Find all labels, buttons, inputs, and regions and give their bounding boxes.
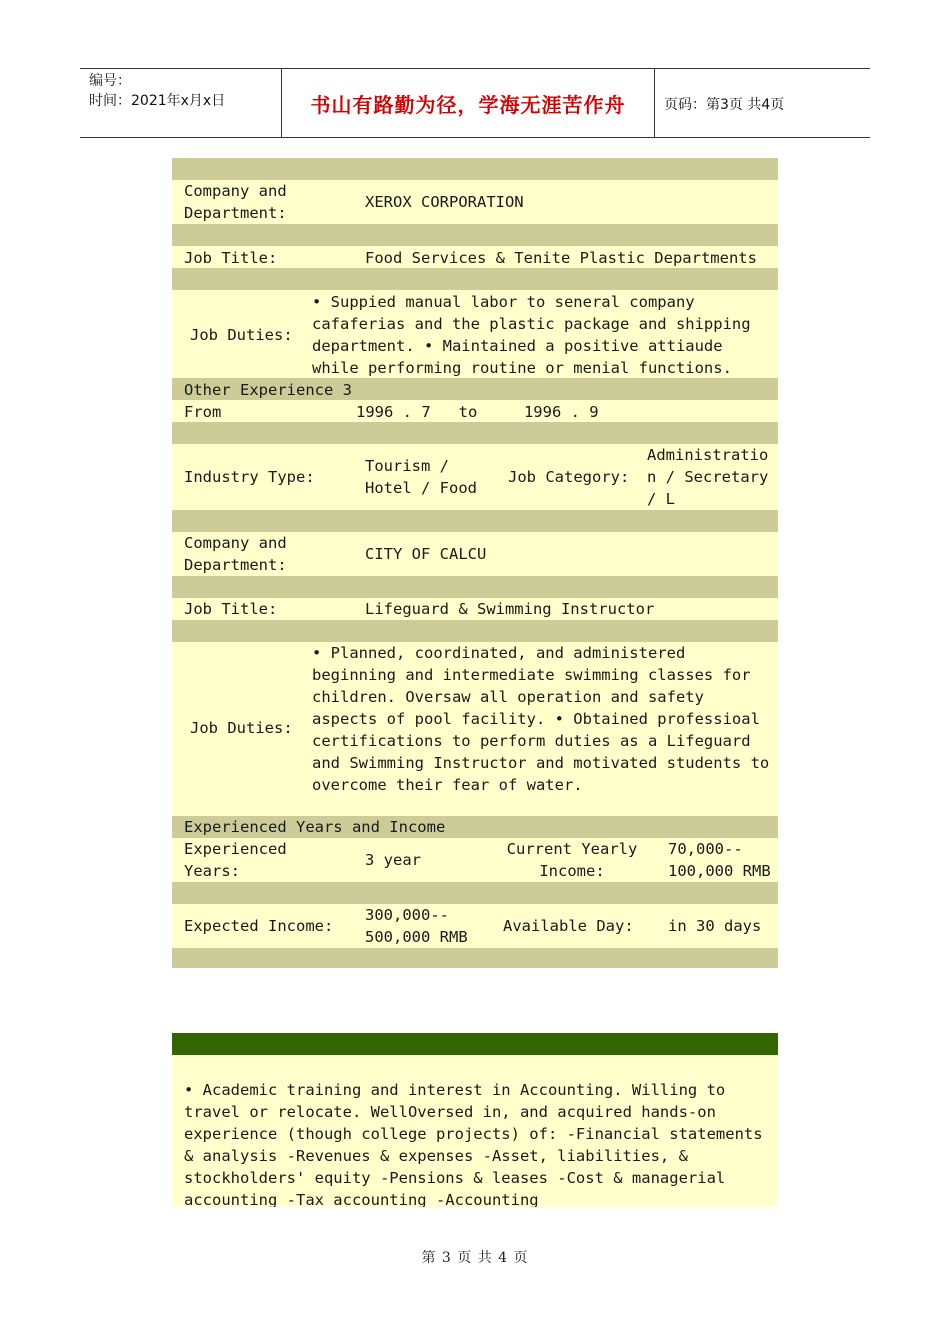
industry-value: Tourism / Hotel / Food [365, 457, 477, 497]
separator-row [172, 422, 778, 444]
job-duties-value: • Suppied manual labor to seneral company cafaferias and the plastic package and shipping department. • Maintained a positive attiaude while performing routine or menial functions. [312, 293, 751, 377]
period-value: 1996 . 7 to 1996 . 9 [356, 403, 599, 421]
expected-income-label: Expected Income: [184, 917, 334, 935]
experienced-years-label: Experienced Years: [184, 840, 287, 880]
summary-text: • Academic training and interest in Accounting. Willing to travel or relocate. WellOversed in, and acquired hands-on experience (though college projects) of: -Financial statements & analysis -Revenues & expenses -Asset, liabilities, & stockholders' equity -Pensions & leases -Cost & managerial accounting -Tax accounting -Accounting [184, 1081, 763, 1207]
available-day-label: Available Day: [503, 917, 634, 935]
job-duties-row [172, 642, 778, 818]
from-label: From [184, 403, 222, 421]
job-title-value: Lifeguard & Swimming Instructor [365, 600, 655, 618]
header-meta [89, 71, 225, 111]
section-title: Experienced Years and Income [184, 818, 446, 836]
separator-row [172, 948, 778, 968]
years-income-row [172, 838, 778, 882]
section-header-bar [172, 1033, 778, 1055]
expected-income-row [172, 904, 778, 948]
company-row [172, 532, 778, 576]
serial-number-label: 编号： [89, 73, 131, 89]
separator-row [172, 882, 778, 904]
job-title-row [172, 246, 778, 268]
company-value: XEROX CORPORATION [365, 193, 524, 211]
section-title: Other Experience 3 [184, 381, 352, 399]
summary-box [172, 1055, 778, 1207]
section-header-row [172, 378, 778, 400]
job-title-value: Food Services & Tenite Plastic Departments [365, 249, 757, 267]
job-title-label: Job Title: [184, 249, 278, 267]
job-category-value: Administratio n / Secretary / L [647, 446, 769, 508]
separator-row [172, 576, 778, 598]
separator-row [172, 620, 778, 642]
separator-row [172, 268, 778, 290]
experienced-years-value: 3 year [365, 851, 421, 869]
company-row [172, 180, 778, 224]
page-footer: 第 3 页 共 4 页 [421, 1250, 529, 1266]
available-day-value: in 30 days [668, 917, 762, 935]
header-page-info: 页码：第3页 共4页 [664, 97, 785, 113]
expected-income-value: 300,000-- 500,000 RMB [365, 906, 468, 946]
header-motto: 书山有路勤为径，学海无涯苦作舟 [310, 93, 626, 117]
industry-row [172, 444, 778, 510]
job-duties-value: • Planned, coordinated, and administered beginning and intermediate swimming classes for children. Oversaw all operation and safety aspects of pool facility. • Obtained professioal certifications to perform duties as a Lifeguard and Swimming Instructor and motivated students to overcome their fear of water. [312, 644, 770, 794]
job-category-label: Job Category: [508, 468, 630, 486]
job-title-label: Job Title: [184, 600, 278, 618]
header-divider [654, 69, 655, 137]
separator-row [172, 158, 778, 180]
period-row [172, 400, 778, 422]
company-label: Company and Department: [184, 534, 287, 574]
job-title-row [172, 598, 778, 620]
job-duties-label: Job Duties: [190, 326, 293, 344]
company-value: CITY OF CALCU [365, 545, 487, 563]
current-income-value: 70,000-- 100,000 RMB [668, 840, 771, 880]
job-duties-row [172, 290, 778, 378]
section-header-row [172, 816, 778, 838]
job-duties-label: Job Duties: [190, 719, 293, 737]
date-line: 时间：2021年x月x日 [89, 93, 226, 109]
current-income-label: Current Yearly Income: [506, 840, 638, 880]
industry-label: Industry Type: [184, 468, 315, 486]
company-label: Company and Department: [184, 182, 287, 222]
document-header [80, 68, 870, 138]
separator-row [172, 224, 778, 246]
separator-row [172, 510, 778, 532]
